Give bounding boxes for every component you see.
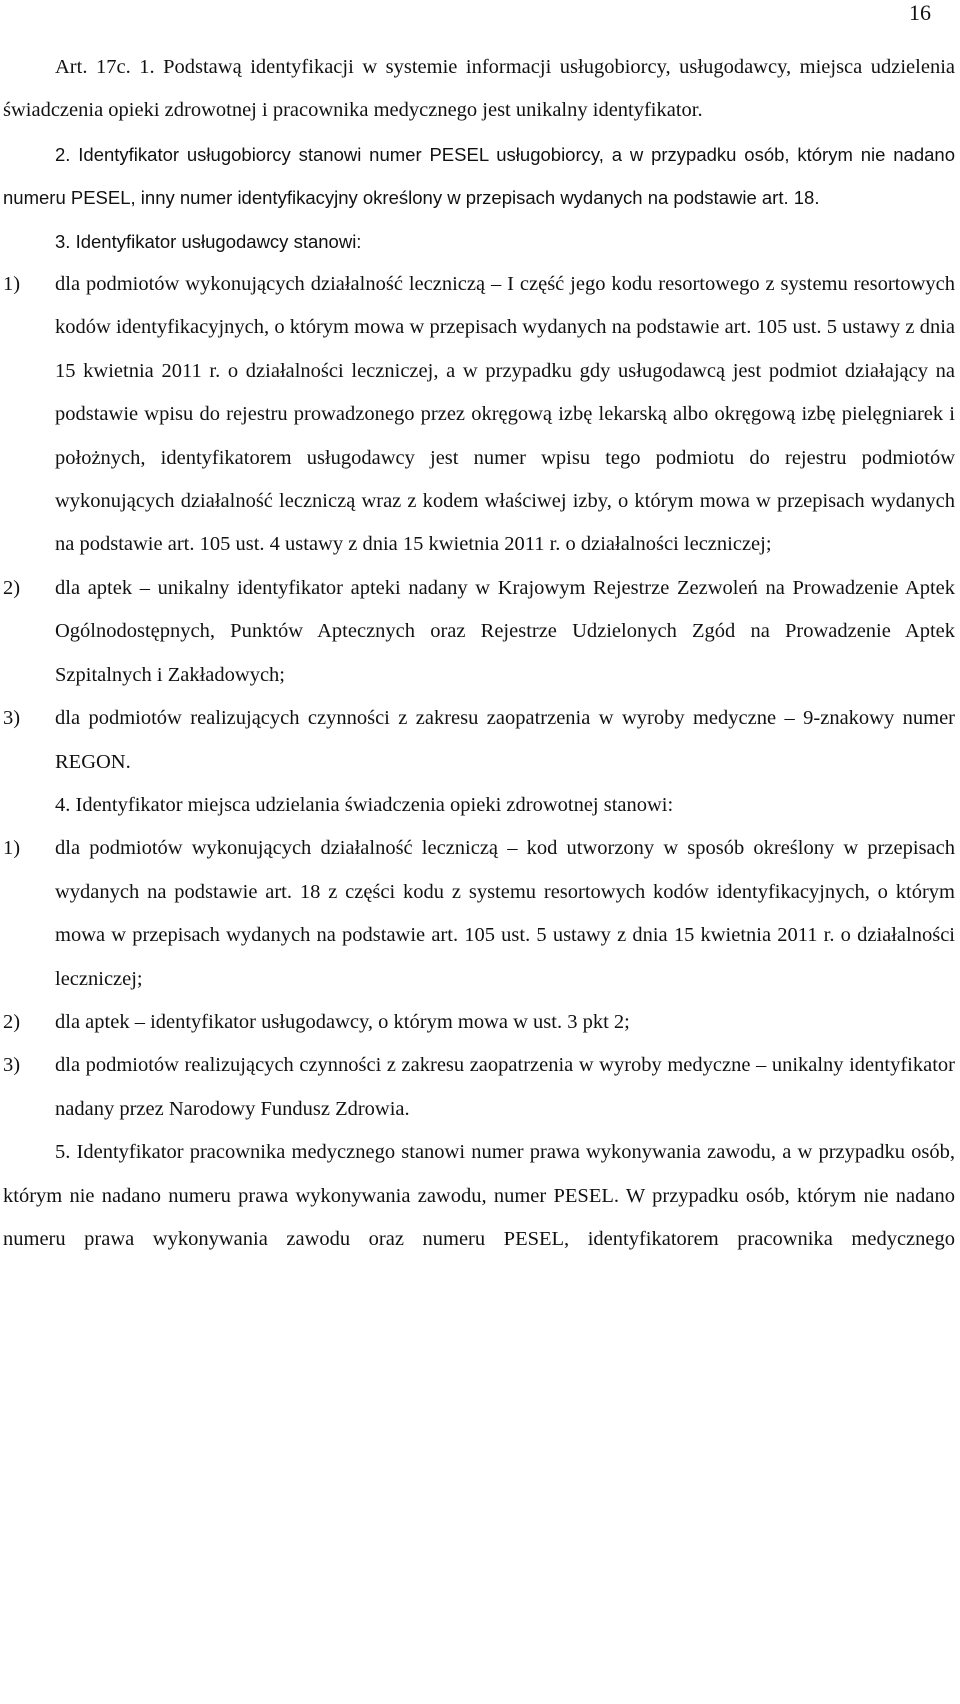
item-text: dla podmiotów realizujących czynności z zakresu zaopatrzenia w wyroby medyczne – unikalny identyfikator nadany przez Narodowy Fundusz Zdrowia. xyxy=(55,1054,955,1120)
item-number: 2) xyxy=(3,576,21,599)
article-17c-paragraph-5: 5. Identyfikator pracownika medycznego stanowi numer prawa wykonywania zawodu, a w przypadku osób, którym nie nadano numeru prawa wykonywania zawodu, numer PESEL. W przypadku osób, którym nie nadano numeru prawa wykonywania zawodu oraz numeru PESEL, identyfikatorem pracownika medycznego xyxy=(3,1141,955,1250)
item-text: dla podmiotów wykonujących działalność leczniczą – kod utworzony w sposób określony w przepisach wydanych na podstawie art. 18 z części kodu z systemu resortowych kodów identyfikacyjnych, o którym mowa w przepisach wydanych na podstawie art. 105 ust. 5 ustawy z dnia 15 kwietnia 2011 r. o działalności leczniczej; xyxy=(55,837,955,990)
document-body xyxy=(3,46,955,1261)
paragraph-3-item-1 xyxy=(3,263,955,567)
item-number: 1) xyxy=(3,837,21,860)
article-17c-paragraph-3: 3. Identyfikator usługodawcy stanowi: xyxy=(55,230,362,252)
paragraph-3-item-2 xyxy=(3,567,955,697)
item-text: dla aptek – identyfikator usługodawcy, o którym mowa w ust. 3 pkt 2; xyxy=(55,1010,630,1033)
paragraph-3-item-3 xyxy=(3,697,955,784)
item-text: dla podmiotów wykonujących działalność leczniczą – I część jego kodu resortowego z systemu resortowych kodów identyfikacyjnych, o którym mowa w przepisach wydanych na podstawie art. 105 ust. 5 ustawy z dnia 15 kwietnia 2011 r. o działalności leczniczej, a w przypadku gdy usługodawcą jest podmiot działający na podstawie wpisu do rejestru prowadzonego przez okręgową izbę lekarską albo okręgową izbę pielęgniarek i położnych, identyfikatorem usługodawcy jest numer wpisu tego podmiotu do rejestru podmiotów wykonujących działalność leczniczą wraz z kodem właściwej izby, o którym mowa w przepisach wydanych na podstawie art. 105 ust. 4 ustawy z dnia 15 kwietnia 2011 r. o działalności leczniczej; xyxy=(55,273,955,556)
item-number: 3) xyxy=(3,1054,21,1077)
paragraph-4-item-3 xyxy=(3,1044,955,1131)
paragraph-4-item-2 xyxy=(3,1001,955,1044)
item-number: 3) xyxy=(3,707,21,730)
article-17c-paragraph-1: Art. 17c. 1. Podstawą identyfikacji w systemie informacji usługobiorcy, usługodawcy, miejsca udzielenia świadczenia opieki zdrowotnej i pracownika medycznego jest unikalny identyfikator. xyxy=(3,56,955,122)
article-17c-paragraph-2: 2. Identyfikator usługobiorcy stanowi numer PESEL usługobiorcy, a w przypadku osób, którym nie nadano numeru PESEL, inny numer identyfikacyjny określony w przepisach wydanych na podstawie art. 18. xyxy=(3,143,955,209)
item-number: 1) xyxy=(3,273,21,296)
article-17c-paragraph-4: 4. Identyfikator miejsca udzielania świadczenia opieki zdrowotnej stanowi: xyxy=(55,793,674,816)
paragraph-4-item-1 xyxy=(3,827,955,1001)
item-text: dla podmiotów realizujących czynności z zakresu zaopatrzenia w wyroby medyczne – 9-znakowy numer REGON. xyxy=(55,707,955,773)
item-number: 2) xyxy=(3,1010,21,1033)
page-number: 16 xyxy=(909,0,931,25)
item-text: dla aptek – unikalny identyfikator apteki nadany w Krajowym Rejestrze Zezwoleń na Prowadzenie Aptek Ogólnodostępnych, Punktów Aptecznych oraz Rejestrze Udzielonych Zgód na Prowadzenie Aptek Szpitalnych i Zakładowych; xyxy=(55,576,955,686)
